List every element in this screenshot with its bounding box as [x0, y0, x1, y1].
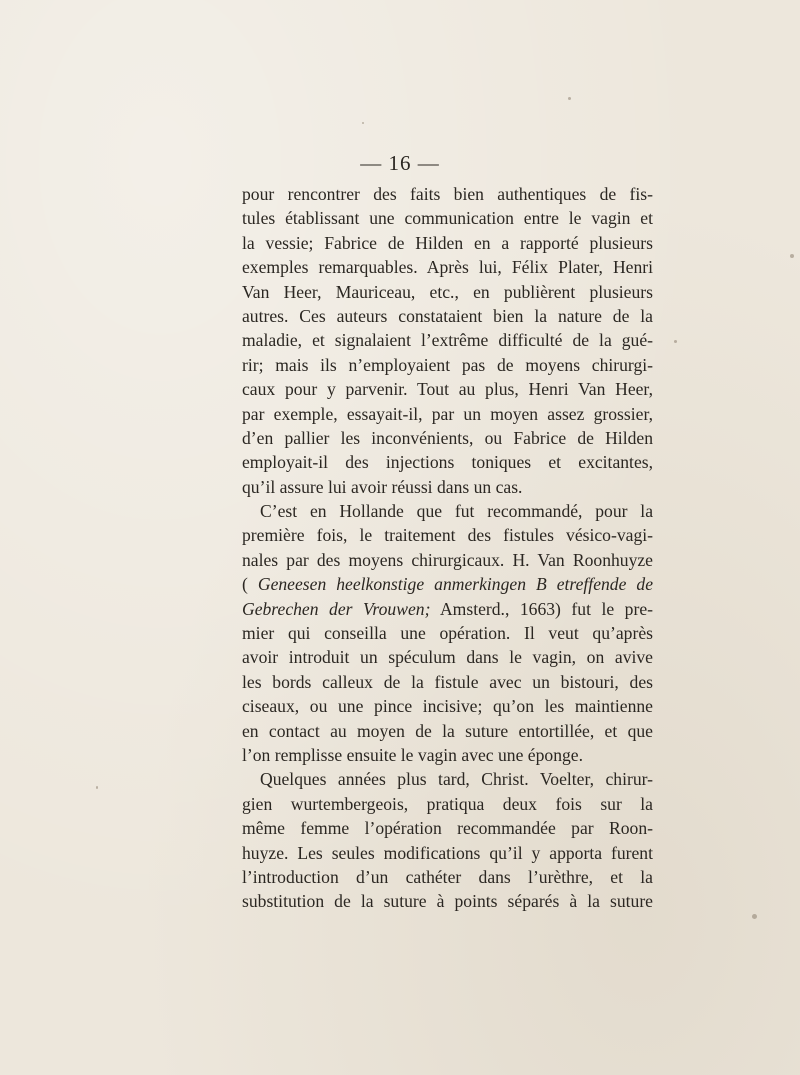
- text-line: avoir introduit un spéculum dans le vagin, on avive: [242, 647, 653, 668]
- paper-speck: [790, 254, 794, 258]
- text-line: l’introduction d’un cathéter dans l’urèthre, et la: [242, 866, 653, 887]
- text-line: maladie, et signalaient l’extrême difficulté de la gué-: [242, 330, 653, 351]
- text-line: nales par des moyens chirurgicaux. H. Van Roonhuyze: [242, 549, 653, 570]
- paragraph-last-line: qu’il assure lui avoir réussi dans un cas.: [242, 476, 523, 497]
- text-line: exemples remarquables. Après lui, Félix Plater, Henri: [242, 257, 653, 278]
- page-number: — 16 —: [360, 151, 440, 175]
- text-line-citation: [242, 597, 653, 621]
- text-line: même femme l’opération recommandée par Roon-: [242, 818, 653, 839]
- text-line: substitution de la suture à points séparés à la suture: [242, 891, 653, 912]
- text-line: première fois, le traitement des fistules vésico-vagi-: [242, 525, 653, 546]
- text-line: par exemple, essayait-il, par un moyen assez grossier,: [242, 403, 653, 424]
- paper-speck: [674, 340, 677, 343]
- text-line: d’en pallier les inconvénients, ou Fabrice de Hilden: [242, 427, 653, 448]
- paragraph-first-line: Quelques années plus tard, Christ. Voelter, chirur-: [260, 769, 653, 790]
- text-line: mier qui conseilla une opération. Il veut qu’après: [242, 623, 653, 644]
- text-line: tules établissant une communication entre le vagin et: [242, 208, 653, 229]
- text-line: gien wurtembergeois, pratiqua deux fois sur la: [242, 793, 653, 814]
- citation-pre: (: [242, 574, 258, 595]
- text-line: rir; mais ils n’employaient pas de moyens chirurgi-: [242, 354, 653, 375]
- text-line: autres. Ces auteurs constataient bien la nature de la: [242, 305, 653, 326]
- text-line: Van Heer, Mauriceau, etc., en publièrent plusieurs: [242, 281, 653, 302]
- citation-post: Amsterd., 1663) fut le pre-: [430, 598, 653, 619]
- paragraph-first-line: C’est en Hollande que fut recommandé, pour la: [260, 501, 653, 522]
- text-line: la vessie; Fabrice de Hilden en a rapporté plusieurs: [242, 232, 653, 253]
- paragraph-last-line: l’on remplisse ensuite le vagin avec une éponge.: [242, 744, 584, 765]
- paper-speck: [568, 97, 571, 100]
- text-line: employait-il des injections toniques et excitantes,: [242, 452, 653, 473]
- text-line: en contact au moyen de la suture entortillée, et que: [242, 720, 653, 741]
- paper-speck: [362, 122, 364, 124]
- body-text: [242, 182, 653, 914]
- text-line-citation: [242, 572, 653, 596]
- text-line: les bords calleux de la fistule avec un bistouri, des: [242, 671, 653, 692]
- paper-speck: [752, 914, 757, 919]
- paper-speck: [96, 786, 98, 789]
- text-line: huyze. Les seules modifications qu’il y apporta furent: [242, 842, 653, 863]
- citation-title-italic: Gebrechen der Vrouwen;: [242, 598, 431, 619]
- text-line: caux pour y parvenir. Tout au plus, Henri Van Heer,: [242, 379, 653, 400]
- text-line: pour rencontrer des faits bien authentiques de fis-: [242, 184, 653, 204]
- text-line: ciseaux, ou une pince incisive; qu’on les maintienne: [242, 696, 653, 717]
- citation-title-italic: Geneesen heelkonstige anmerkingen B etreffende de: [257, 574, 654, 595]
